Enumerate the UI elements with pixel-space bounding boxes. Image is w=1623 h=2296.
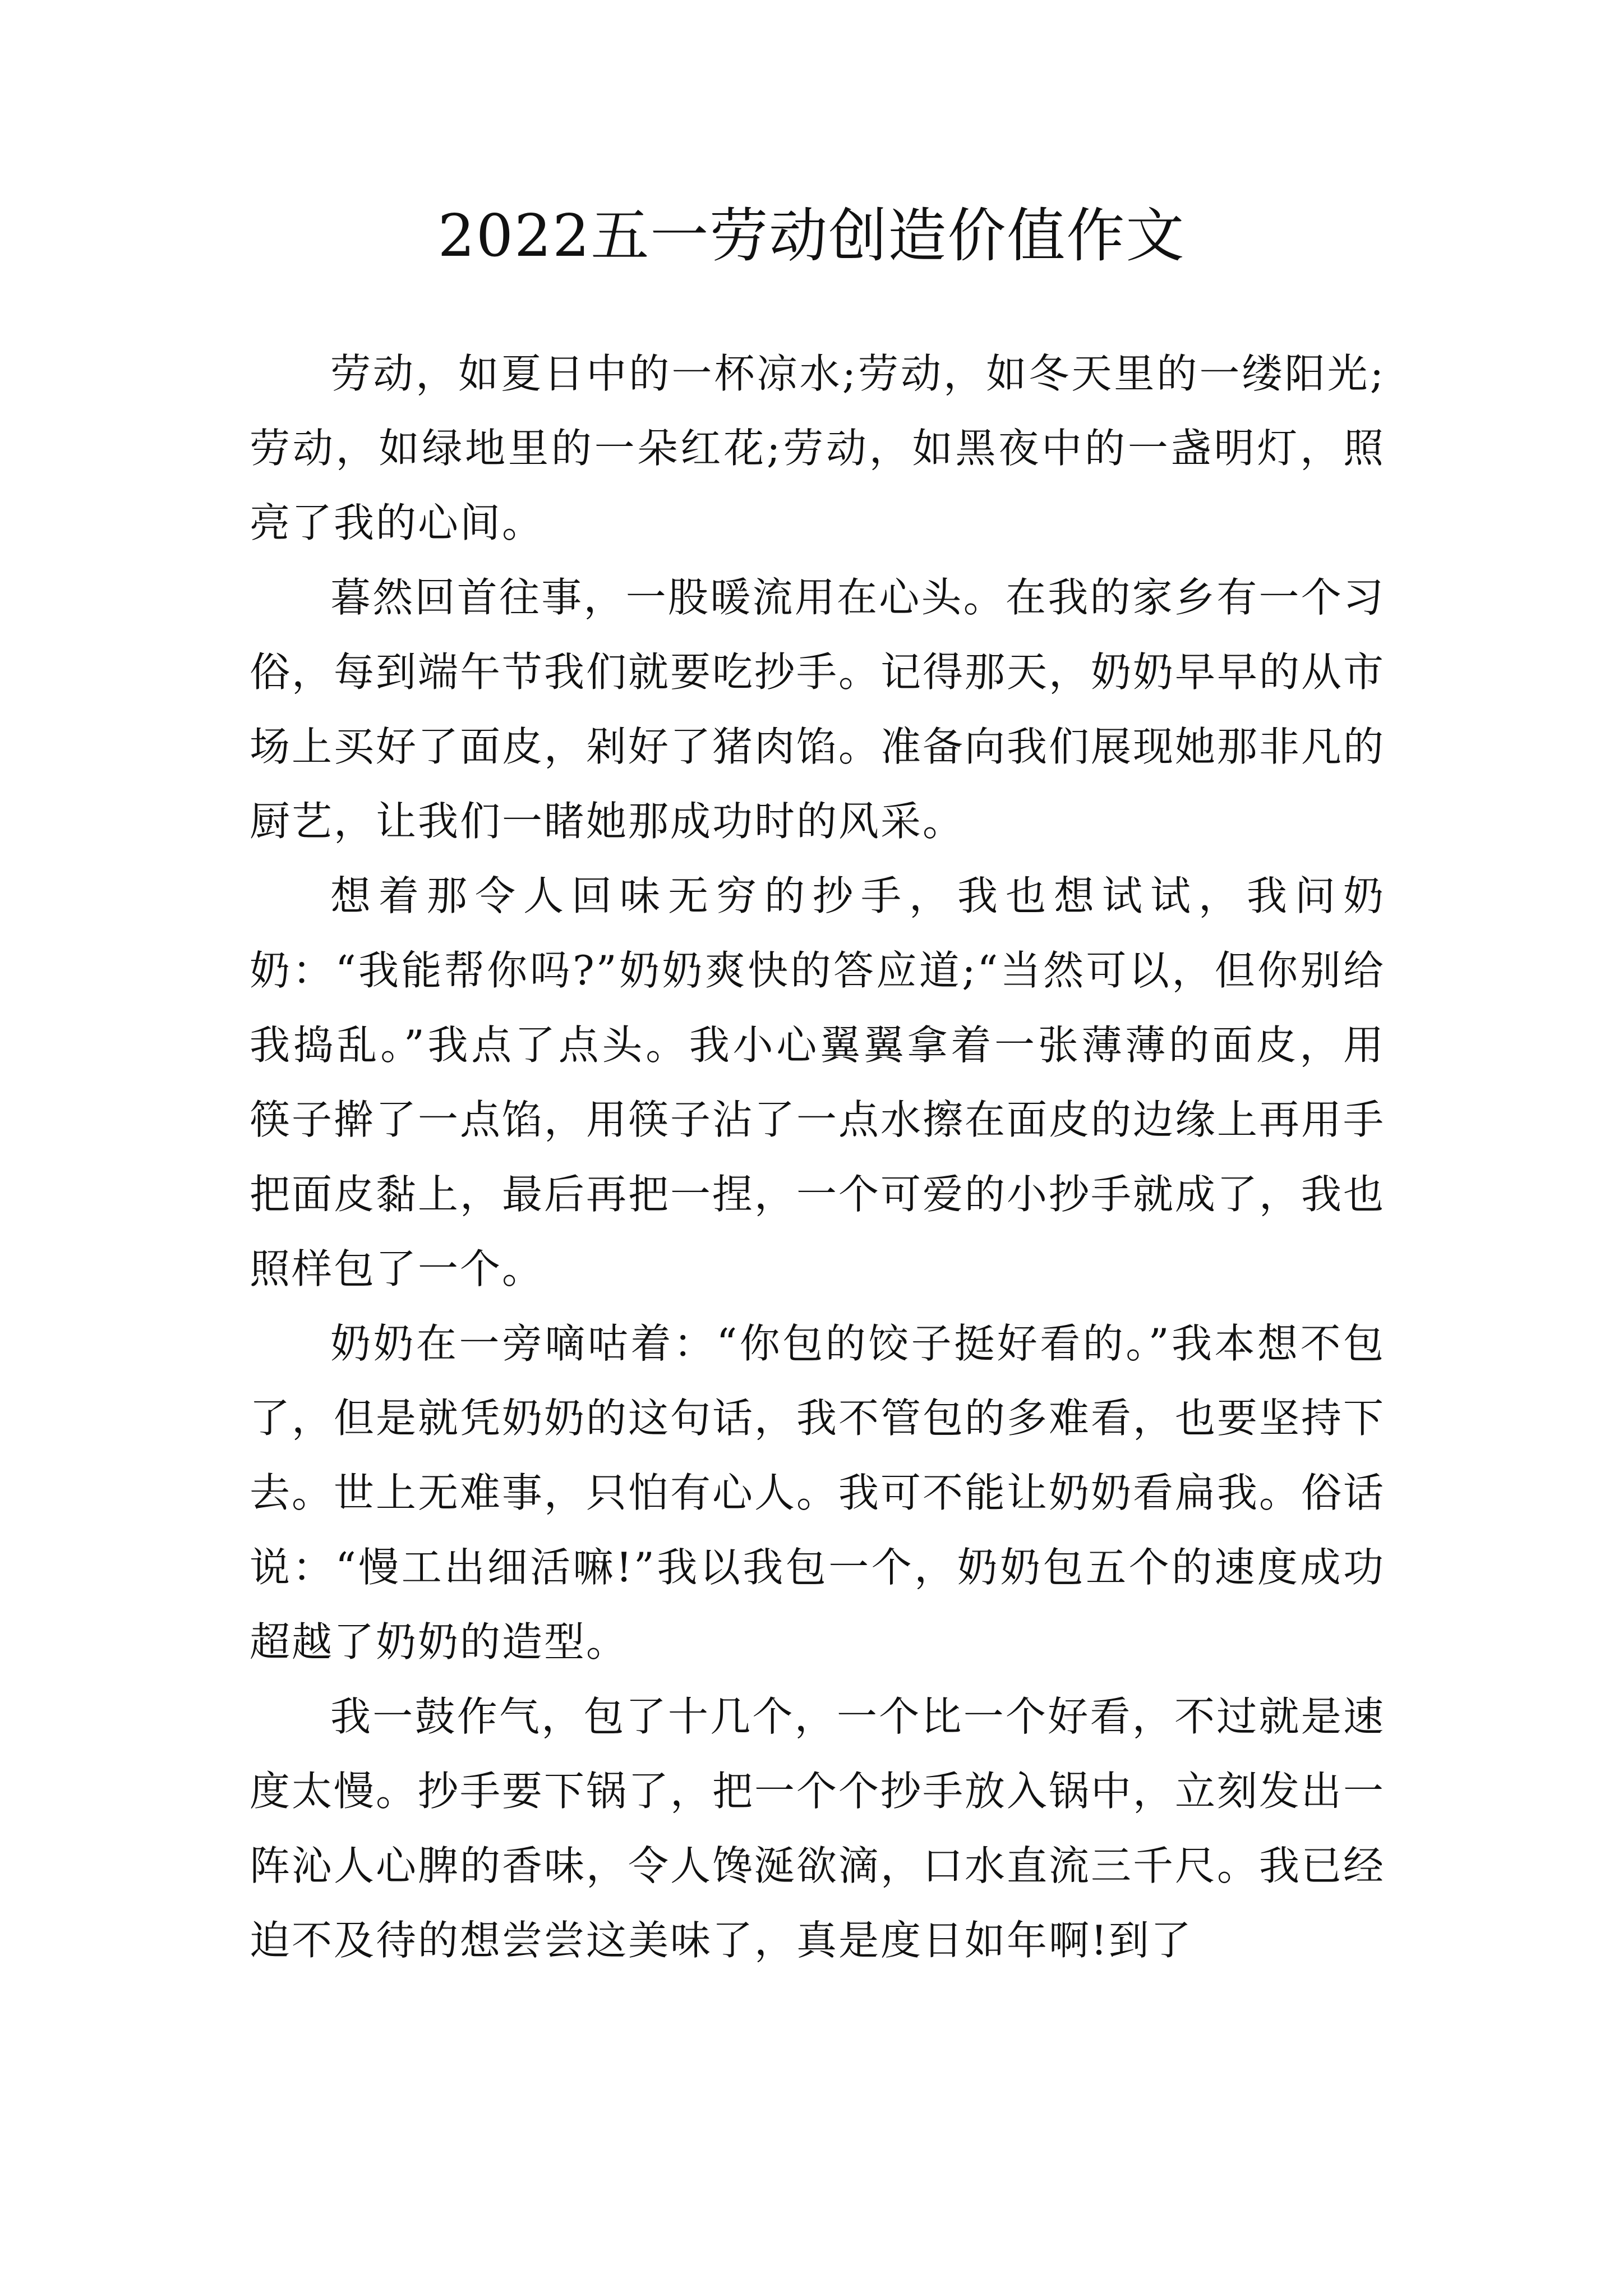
document-body xyxy=(250,337,1385,1978)
document-title: 2022五一劳动创造价值作文 xyxy=(437,201,1186,270)
paragraph-2: 暮然回首往事，一股暖流用在心头。在我的家乡有一个习俗，每到端午节我们就要吃抄手。记得那天，奶奶早早的从市场上买好了面皮，剁好了猪肉馅。准备向我们展现她那非凡的厨艺，让我们一睹她那成功时的风采。 xyxy=(250,574,1386,845)
paragraph-5: 我一鼓作气，包了十几个，一个比一个好看，不过就是速度太慢。抄手要下锅了，把一个个抄手放入锅中，立刻发出一阵沁人心脾的香味，令人馋涎欲滴，口水直流三千尺。我已经迫不及待的想尝尝这美味了，真是度日如年啊!到了 xyxy=(250,1693,1386,1964)
paragraph-4: 奶奶在一旁嘀咕着：“你包的饺子挺好看的。”我本想不包了，但是就凭奶奶的这句话，我不管包的多难看，也要坚持下去。世上无难事，只怕有心人。我可不能让奶奶看扁我。俗话说：“慢工出细活嘛!”我以我包一个，奶奶包五个的速度成功超越了奶奶的造型。 xyxy=(250,1320,1386,1665)
paragraph-1: 劳动，如夏日中的一杯凉水;劳动，如冬天里的一缕阳光;劳动，如绿地里的一朵红花;劳动，如黑夜中的一盏明灯，照亮了我的心间。 xyxy=(250,350,1385,546)
paragraph-3: 想着那令人回味无穷的抄手，我也想试试，我问奶奶：“我能帮你吗?”奶奶爽快的答应道;“当然可以，但你别给我捣乱。”我点了点头。我小心翼翼拿着一张薄薄的面皮，用筷子擀了一点馅，用筷子沾了一点水擦在面皮的边缘上再用手把面皮黏上，最后再把一捏，一个可爱的小抄手就成了，我也照样包了一个。 xyxy=(250,872,1386,1292)
